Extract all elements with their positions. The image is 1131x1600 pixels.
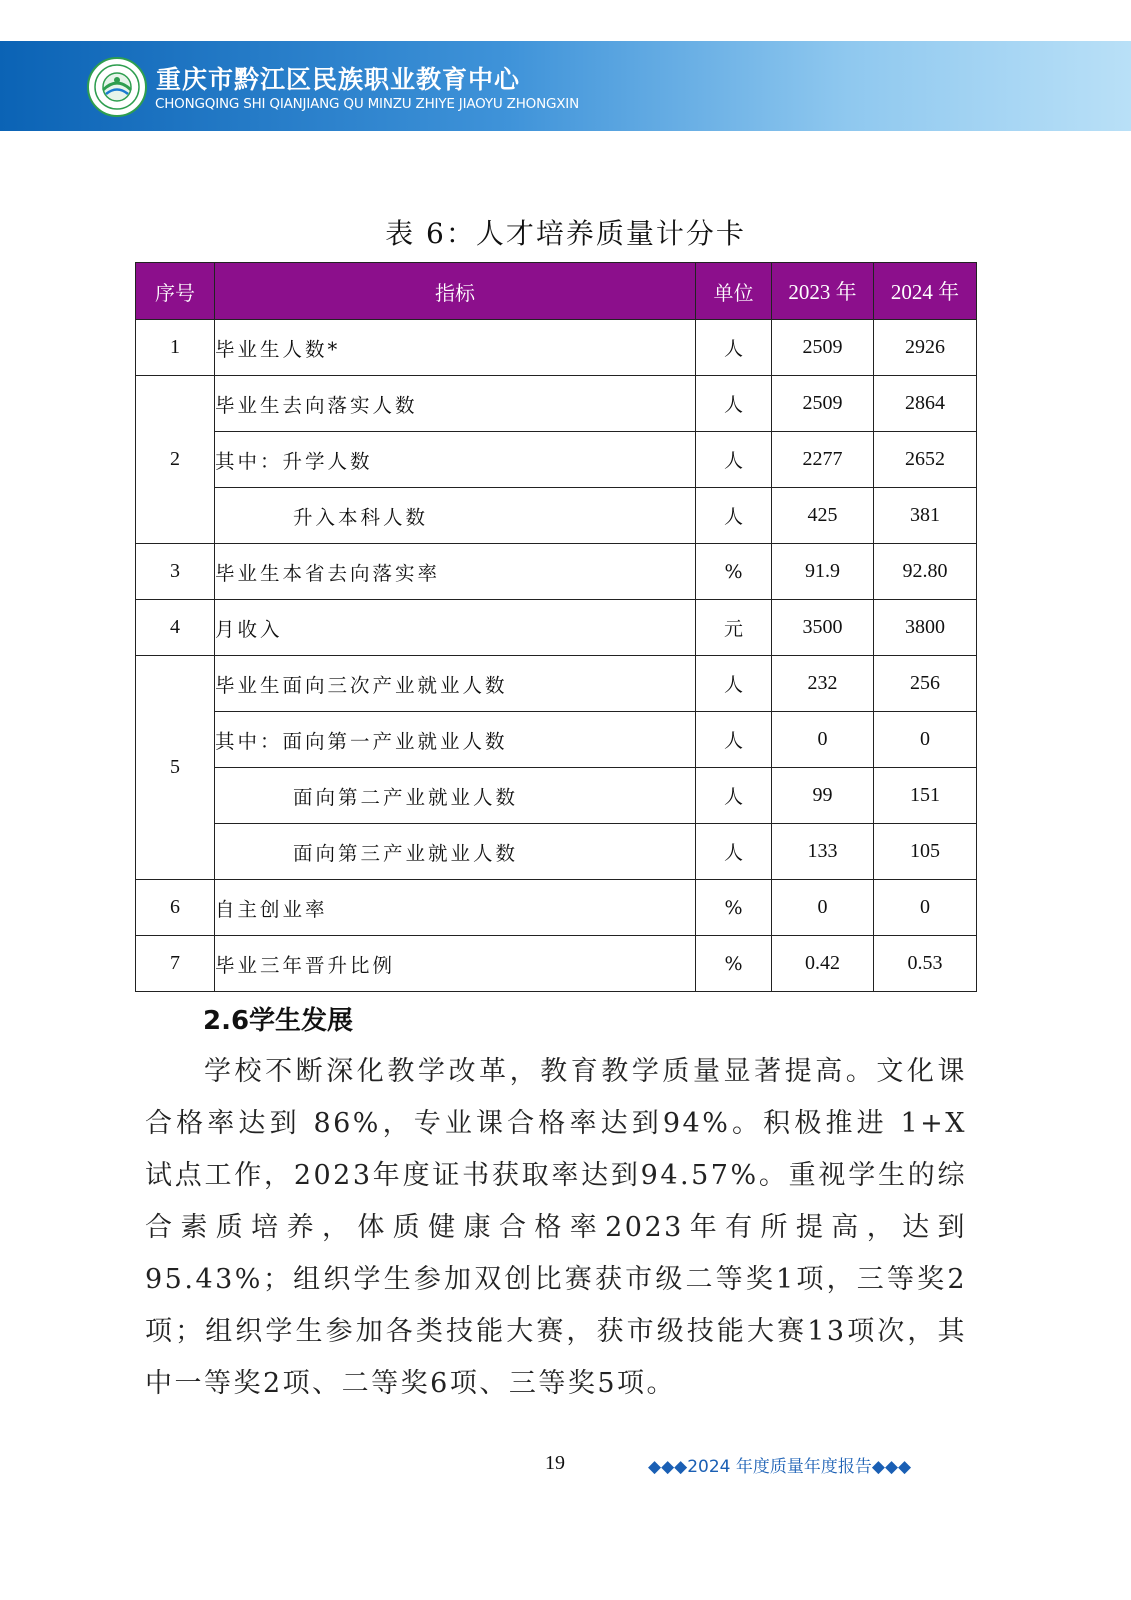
cell-2024: 0.53	[874, 936, 977, 992]
cell-2023: 0	[772, 880, 874, 936]
cell-indicator: 面向第二产业就业人数	[215, 768, 696, 824]
cell-unit: 人	[696, 376, 772, 432]
org-name-en: CHONGQING SHI QIANJIANG QU MINZU ZHIYE JIAOYU ZHONGXIN	[155, 96, 579, 112]
table-row	[136, 936, 977, 992]
cell-unit: %	[696, 544, 772, 600]
column-header-indicator: 指标	[215, 263, 696, 320]
cell-unit: 人	[696, 712, 772, 768]
cell-2023: 99	[772, 768, 874, 824]
table-row	[136, 768, 977, 824]
school-logo-icon	[86, 56, 148, 118]
cell-2023: 232	[772, 656, 874, 712]
column-header-unit: 单位	[696, 263, 772, 320]
cell-2023: 2509	[772, 320, 874, 376]
cell-indicator: 其中：面向第一产业就业人数	[215, 712, 696, 768]
cell-seq: 6	[136, 880, 215, 936]
cell-2024: 2652	[874, 432, 977, 488]
cell-2023: 2277	[772, 432, 874, 488]
cell-2023: 2509	[772, 376, 874, 432]
cell-2023: 133	[772, 824, 874, 880]
column-header-2023: 2023 年	[772, 263, 874, 320]
cell-unit: 人	[696, 656, 772, 712]
cell-seq: 1	[136, 320, 215, 376]
table-row	[136, 320, 977, 376]
cell-unit: %	[696, 936, 772, 992]
cell-seq: 4	[136, 600, 215, 656]
report-footer-title: ◆◆◆2024 年度质量年度报告◆◆◆	[648, 1457, 912, 1477]
cell-2024: 105	[874, 824, 977, 880]
table-header-row	[136, 263, 977, 320]
page-number: 19	[545, 1452, 565, 1474]
section-heading: 2.6学生发展	[203, 1006, 354, 1036]
scorecard-table	[135, 262, 977, 992]
cell-2024: 0	[874, 880, 977, 936]
table-title: 表 6：人才培养质量计分卡	[385, 217, 746, 250]
cell-seq: 2	[136, 376, 215, 544]
cell-unit: 人	[696, 320, 772, 376]
cell-unit: 人	[696, 488, 772, 544]
cell-unit: %	[696, 880, 772, 936]
cell-indicator: 面向第三产业就业人数	[215, 824, 696, 880]
cell-2023: 0	[772, 712, 874, 768]
column-header-2024: 2024 年	[874, 263, 977, 320]
table-row	[136, 880, 977, 936]
table-row	[136, 600, 977, 656]
table-row	[136, 712, 977, 768]
section-paragraph: 学校不断深化教学改革，教育教学质量显著提高。文化课合格率达到 86%，专业课合格率达到94%。积极推进 1+X 试点工作，2023年度证书获取率达到94.57%。重视学生的综合素质培养，体质健康合格率2023年有所提高，达到95.43%；组织学生参加双创比赛获市级二等奖1项，三等奖2项；组织学生参加各类技能大赛，获市级技能大赛13项次，其中一等奖2项、二等奖6项、三等奖5项。	[145, 1056, 967, 1399]
cell-2023: 425	[772, 488, 874, 544]
cell-2024: 92.80	[874, 544, 977, 600]
cell-unit: 元	[696, 600, 772, 656]
cell-indicator: 月收入	[215, 600, 696, 656]
cell-seq: 3	[136, 544, 215, 600]
cell-2024: 256	[874, 656, 977, 712]
cell-seq: 7	[136, 936, 215, 992]
column-header-seq: 序号	[136, 263, 215, 320]
cell-indicator: 毕业生人数*	[215, 320, 696, 376]
cell-2024: 2926	[874, 320, 977, 376]
cell-2024: 381	[874, 488, 977, 544]
table-row	[136, 488, 977, 544]
table-row	[136, 824, 977, 880]
cell-seq: 5	[136, 656, 215, 880]
cell-indicator: 毕业生去向落实人数	[215, 376, 696, 432]
cell-indicator: 其中：升学人数	[215, 432, 696, 488]
cell-indicator: 升入本科人数	[215, 488, 696, 544]
org-name-cn: 重庆市黔江区民族职业教育中心	[156, 65, 521, 94]
cell-2023: 3500	[772, 600, 874, 656]
cell-indicator: 毕业生面向三次产业就业人数	[215, 656, 696, 712]
table-row	[136, 656, 977, 712]
cell-2024: 3800	[874, 600, 977, 656]
cell-2024: 2864	[874, 376, 977, 432]
cell-2023: 0.42	[772, 936, 874, 992]
cell-unit: 人	[696, 824, 772, 880]
cell-indicator: 自主创业率	[215, 880, 696, 936]
cell-unit: 人	[696, 432, 772, 488]
cell-unit: 人	[696, 768, 772, 824]
table-row	[136, 432, 977, 488]
cell-2023: 91.9	[772, 544, 874, 600]
table-row	[136, 544, 977, 600]
table-row	[136, 376, 977, 432]
cell-2024: 151	[874, 768, 977, 824]
cell-indicator: 毕业三年晋升比例	[215, 936, 696, 992]
cell-indicator: 毕业生本省去向落实率	[215, 544, 696, 600]
cell-2024: 0	[874, 712, 977, 768]
